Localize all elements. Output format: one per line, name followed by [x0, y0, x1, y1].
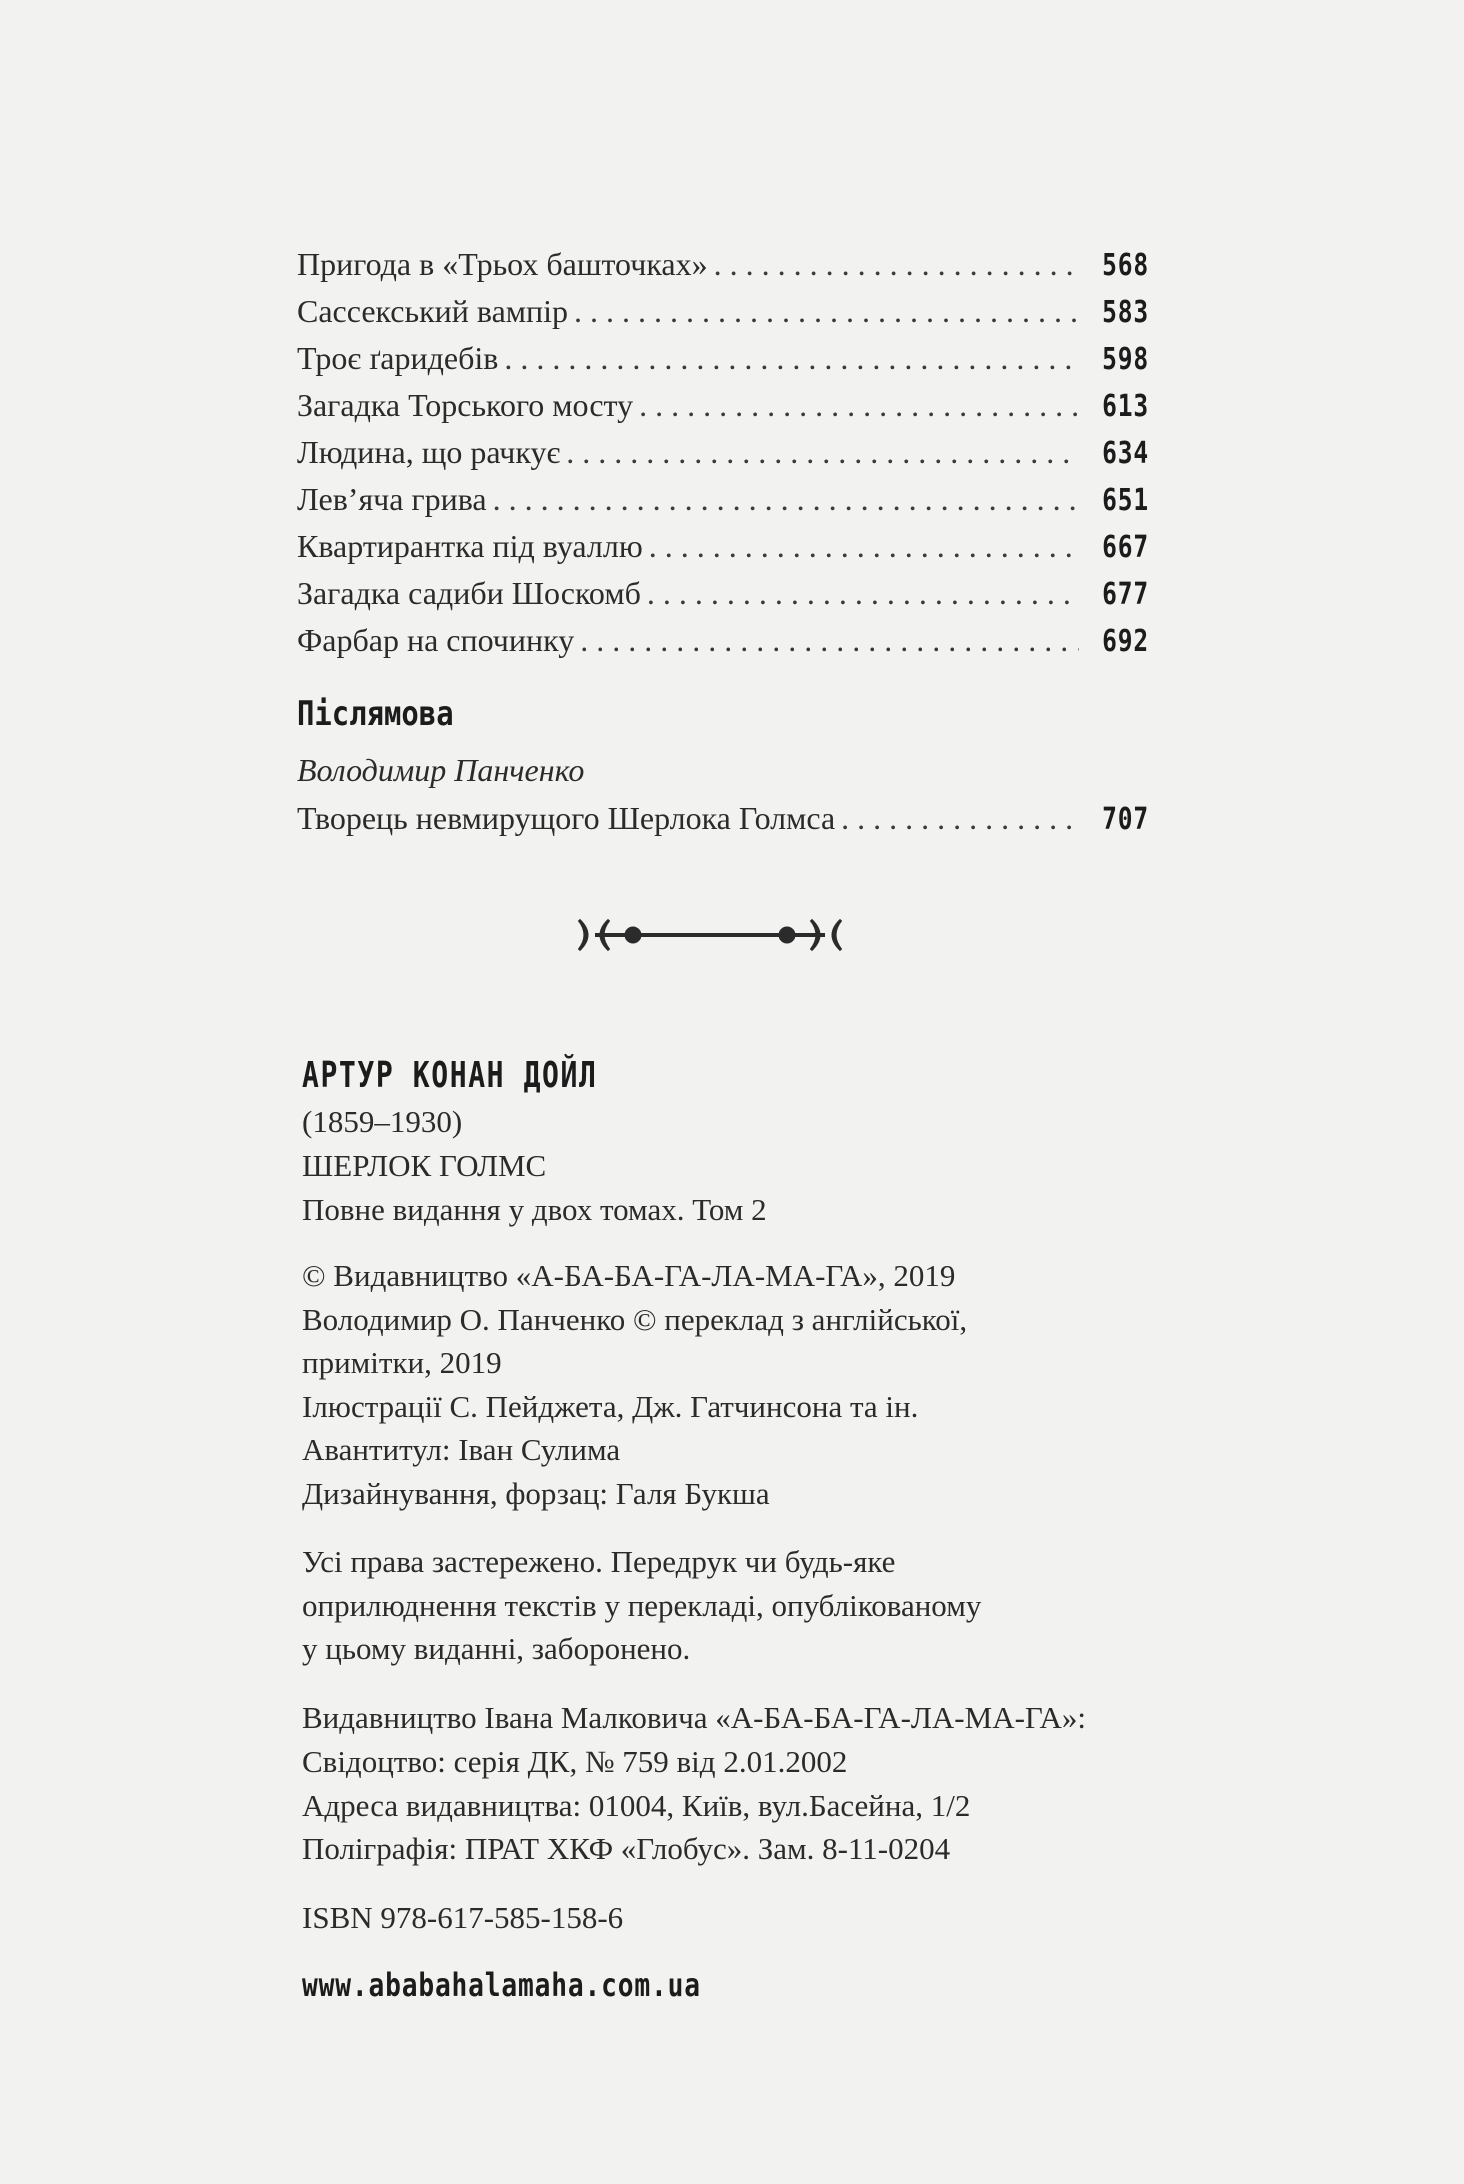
leader-dots: [714, 244, 1079, 284]
leader-dots: [504, 338, 1079, 378]
toc-entry: [297, 385, 1149, 427]
isbn: ISBN 978-617-585-158-6: [302, 1900, 624, 1935]
toc-entry-page: 677: [1102, 577, 1149, 612]
publisher-line: Поліграфія: ПРАТ ХКФ «Глобус». Зам. 8-11-0204: [302, 1831, 951, 1866]
toc-entry-page: 692: [1102, 624, 1149, 659]
section-heading: Післямова: [297, 694, 454, 734]
copyright-line: Ілюстрації С. Пейджета, Дж. Гатчинсона та ін.: [302, 1389, 919, 1424]
copyright-line: Авантитул: Іван Сулима: [302, 1432, 621, 1467]
toc-entry-page: 613: [1102, 389, 1149, 424]
rights-line: Усі права застережено. Передрук чи будь-яке: [302, 1544, 896, 1579]
toc-entry-page: 583: [1102, 295, 1149, 330]
afterword-author: Володимир Панченко: [297, 752, 585, 788]
ornament-divider: [575, 910, 845, 960]
book-title: ШЕРЛОК ГОЛМС: [302, 1148, 547, 1183]
leader-dots: [639, 385, 1079, 425]
rights-line: у цьому виданні, заборонено.: [302, 1631, 691, 1666]
publisher-line: Видавництво Івана Малковича «А-БА-БА-ГА-ЛА-МА-ГА»:: [302, 1700, 1086, 1735]
publisher-line: Адреса видавництва: 01004, Київ, вул.Басейна, 1/2: [302, 1788, 971, 1823]
toc-entry: [297, 573, 1149, 615]
toc-entry: [297, 526, 1149, 568]
toc-entry: [297, 244, 1149, 286]
copyright-line: Володимир О. Панченко © переклад з англійської,: [302, 1302, 968, 1337]
toc-entry-title: Загадка Торського мосту: [297, 387, 634, 423]
copyright-line: Дизайнування, форзац: Галя Букша: [302, 1476, 770, 1511]
toc-entry-title: Творець невмирущого Шерлока Голмса: [297, 800, 836, 836]
leader-dots: [649, 526, 1079, 566]
toc-entry: [297, 338, 1149, 380]
leader-dots: [566, 432, 1079, 472]
toc-entry-page: 707: [1102, 802, 1149, 837]
toc-entry-title: Троє ґаридебів: [297, 340, 499, 376]
leader-dots: [841, 798, 1079, 838]
rights-line: оприлюднення текстів у перекладі, опублікованому: [302, 1588, 982, 1623]
toc-entry-afterword: [297, 798, 1149, 840]
leader-dots: [647, 573, 1079, 613]
toc-entry: [297, 291, 1149, 333]
toc-entry-title: Сассекський вампір: [297, 293, 569, 329]
toc-entry-title: Лев’яча грива: [297, 481, 487, 517]
toc-entry-page: 651: [1102, 483, 1149, 518]
toc-entry: [297, 620, 1149, 662]
toc-entry: [297, 479, 1149, 521]
toc-entry-page: 568: [1102, 248, 1149, 283]
toc-entry-title: Квартирантка під вуаллю: [297, 528, 643, 564]
toc-entry-page: 598: [1102, 342, 1149, 377]
toc-entry: [297, 432, 1149, 474]
copyright-line: © Видавництво «А-БА-БА-ГА-ЛА-МА-ГА», 2019: [302, 1258, 956, 1293]
toc-entry-page: 634: [1102, 436, 1149, 471]
leader-dots: [580, 620, 1079, 660]
website-link[interactable]: www.ababahalamaha.com.ua: [302, 1966, 701, 2004]
leader-dots: [574, 291, 1079, 331]
toc-entry-page: 667: [1102, 530, 1149, 565]
edition-note: Повне видання у двох томах. Том 2: [302, 1192, 767, 1227]
leader-dots: [493, 479, 1079, 519]
author-years: (1859–1930): [302, 1104, 463, 1139]
toc-entry-title: Фарбар на спочинку: [297, 622, 575, 658]
toc-entry-title: Людина, що рачкує: [297, 434, 561, 470]
book-author: АРТУР КОНАН ДОЙЛ: [302, 1055, 598, 1096]
toc-entry-title: Пригода в «Трьох башточках»: [297, 246, 708, 282]
publisher-line: Свідоцтво: серія ДК, № 759 від 2.01.2002: [302, 1744, 848, 1779]
copyright-line: примітки, 2019: [302, 1345, 502, 1380]
toc-entry-title: Загадка садиби Шоскомб: [297, 575, 641, 611]
